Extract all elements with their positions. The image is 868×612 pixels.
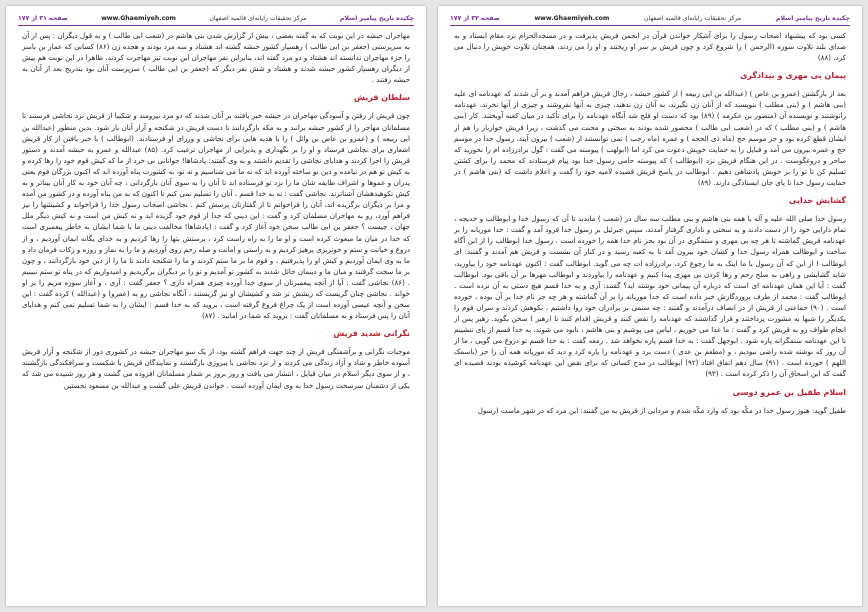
page-number: صفحه ۳۲ از ۱۷۷ <box>450 14 500 22</box>
paragraph: کسی بود که پیشنهاد اصحاب رسول را برای آشکار خواندن قرآن در انجمن قریش پذیرفت و در مسجدالحرام نزد مقام ایستاد و به صدای بلند تلاوت سوره (الرحمن ) را شروع کرد و چون قریش بر سر او ریختند و او را می زدند، همچنان تلاوت خویش را دنبال می کرد. (۸۸) <box>454 31 846 63</box>
paragraph: بعد از بازگشتن (عمرو بن عاص ) (عبدالله بن ابی ربیعه ) از کشور حبشه ، رجال قریش فراهم آمدند و بر آن شدند که عهدنامه ای علیه (بنی هاشم ) و (بنی مطلب ) بنویسند که از آنان زن نگیرند، به آنان زن ندهند، چیزی به آنها نفروشند و چیزی از آنها نخرند. عهدنامه رانوشتند و نویسنده آن (منصور بن عکرمه ) (۸۹) بود که دست او فلج شد آنگاه عهدنامه را برای تأکید در میان کعبه آویختند. کار (بنی هاشم ) و (بنی مطلب ) که در (شعب ابی طالب ) محصور شده بودند به سختی و محنت می گذشت ، زیرا قریش خواربار را هم از ایشان قطع کرده بود و جز موسم حج (ماه ذی الحجه ) و عمره (ماه رجب ) نمی توانستند از (شعب ) بیرون آیند. رسول خدا در موسم حج و عمره بیرون می آمد و قبایل را به حمایت خویش دعوت می کرد اما (ابولهب ) پیوسته می گفت : گول برادرزاده ام را نخورید که ساحر و دروغگوست . در این هنگام قریش نزد (ابوطالب ) که پیوسته حامی رسول خدا بود پیام فرستادند که محمد را برای کشتن تسلیم کن تا تو را بر خویش پادشاهی دهیم . ابوطالب در پاسخ قریش قصیده لامیه خود را گفت و اعلام داشت که (بنی هاشم ) در حمایت رسول خدا تا پای جان ایستادگی دارند. (۸۹) <box>454 89 846 188</box>
section-heading: سلطان قریش <box>353 93 410 103</box>
header-divider <box>18 25 414 26</box>
section-heading: اسلام طفیل بن عمرو دوسی <box>732 387 846 397</box>
publisher-name: مرکز تحقیقات رایانه‌ای قائمیه اصفهان <box>209 14 307 22</box>
paragraph: مهاجران حبشه در این نوبت که به گفته بعضی ، بیش از گزارش شدن بنی هاشم در (شعب ابی طالب ) و به قول دیگران : پس از آن به سرپرستی (جعفر بن ابی طالب ) رهسپار کشور حبشه گشته اند هشتاد و سه مرد بودند و هجده زن (۸۶) کسانی که عمار بن یاسر را جزء مهاجران ندانسته اند هشتاد و دو مرد گفته اند، بنابراین نفر مهاجران این نوبت تیز مهاجرت کردند، ظاهرا در این نوبت هم پیش از دیگران رهسپار کشور حبشه شدند و هشتاد و شش نفر دیگر که (جعفر بن ابی طالب ) سرپرست آنان بود بتدریج بعد از آنان به حبشه رفتند . <box>22 31 410 85</box>
publisher-name: مرکز تحقیقات رایانه‌ای قائمیه اصفهان <box>644 14 742 22</box>
section-heading: نگرانی شدید قریش <box>333 329 410 339</box>
site-url[interactable]: www.Ghaemiyeh.com <box>101 14 176 22</box>
section-heading: گشایش خدایی <box>788 196 846 206</box>
book-page-left <box>6 6 426 606</box>
page-body <box>22 30 410 600</box>
site-url[interactable]: www.Ghaemiyeh.com <box>534 14 610 22</box>
book-page-right <box>438 6 862 606</box>
book-title: چکیده تاریخ پیامبر اسلام <box>775 14 850 22</box>
paragraph: طفیل گوید: هنوز رسول خدا در مکّه بود که وارد مکّه شدم و مردانی از قریش به من گفتند: این مرد که در شهر ماست (رسول <box>477 405 846 415</box>
page-number: صفحه ۳۱ از ۱۷۷ <box>18 14 68 22</box>
page-body <box>454 30 846 600</box>
header-divider <box>450 25 850 26</box>
book-title: چکیده تاریخ پیامبر اسلام <box>339 14 414 22</box>
paragraph: موجبات نگرانی و برآشفتگی قریش از چند جهت فراهم گشته بود، از یک سو مهاجران حبشه در کشوری دور از شکنجه و آزار قریش آسوده خاطر و شاد و آزاد زندگی می کردند و از نزد نجاشی با پیروزی بازگشتند و نمایندگان قریش با شکست و سرافکندگی بازگشتند ، و از سوی دیگر اسلام در میان قبایل ، انتشار می یافت و روز بروز بر شمار مسلمانان افزوده می گشت و هر روز شنیده می شد که یکی از دشمنان سرسخت رسول خدا به وی ایمان آورده است . خواندن قریش علی گشت و عبدالله بن مسعود نخستین <box>22 347 410 390</box>
page-header <box>450 12 850 24</box>
page-header <box>18 12 414 24</box>
section-heading: پیمان بی مهری و بیدادگری <box>740 71 846 81</box>
paragraph: رسول خدا صلی الله علیه و آله با همه بنی هاشم و بنی مطلب سه سال در (شعب ) ماندند تا آن که رسول خدا و ابوطالب و خدیجه ، تمام دارایی خود را از دست دادند و به سختی و ناداری گرفتار آمدند، سپس جبرئیل بر رسول خدا فرود آمد و گفت : خدا موریانه را بر عهدنامه قریش گماشته تا هر چه بی مهری و ستمگری در آن بود بجز نام خدا همه را خورده است . رسول خدا ابوطالب را از این آگاه ساخت و ابوطالب همراه رسول خدا و کسان خود بیرون آمد تا به کعبه رسید و در کنار آن نشست و قریش هم آمدند و گفتند: ای ابوطالب ! از این که آن رسول با ما اینک به ما رجوع کرد، برادرزاده ات چه می گوید. ابوطالب گفت : اکنون عهدنامه خود را بیاورید، شاید گشایشی و راهی به صلح رحم و رها کردن بی مهری پیدا کنیم و عهدنامه را بیاوردند و ابوطالب مهرها بر آن باقی بود. ابوطالب گفت : آیا این همان عهدنامه ای است که درباره آن پیمانی خود نوشته اید؟ گفتند: آری و به خدا قسم هیچ دستی به آن نزده است . ابوطالب گفت : محمد از طرف پروردگارش خبر داده است که خدا موریانه را بر آن گماشته و هر چه جز نام خدا بر آن بوده ، خورده است . (۹۰) جماعتی از قریش از در انصاف درآمدند و گفتند : چه ستمی بر برادران خود روا داشتیم ، نکوهش کردند و سران قوم را یکدیگر را شبها به مشورت پرداختند و قرار گذاشتند که عهدنامه را نقض کنند و قریش اقدام کنند تا (زهیر ) سخن بگوید. زهیر پس از انجام طواف رو به قریش کرد و گفت : ما غذا می خوریم ، لباس می پوشیم و بنی هاشم ، نابود می شوند، به خدا قسم از پای ننشینم تا این عهدنامه ستمگرانه پاره شود . ابوجهل گفت : به خدا قسم پاره نخواهد شد . زمعه گفت : به خدا قسم تو دروغ می گویی ، ما از آن روز که نوشته شده راضی نبودیم ، و (مطعم بن عدی ) دست برد و عهدنامه را پاره کرد و دید که موریانه همه آن را جز (باسمک اللهم ) خورده است . (۹۱) سال دهم اتفاق افتاد (۹۲) ابوطالب در مدح کسانی که برای نقض این عهدنامه کوشیده بودند قصیده ای گفت که ابن اسحاق آن را ذکر کرده است . (۹۳) <box>454 214 846 379</box>
paragraph: چون قریش از رفتن و آسودگی مهاجران در حبشه خبر یافتند بر آنان شدند که دو مرد نیرومند و شکیبا از قریش نزد نجاشی فرستند تا مسلمانان مهاجر را از کشور حبشه برانند و به مکه بازگردانند تا دست قریش در شکنجه و آزار آنان باز شود. بدین منظور (عبدالله بن ابی ربیعه ) و (عمرو بن عاص بن وائل ) را با هدیه هایی برای نجاشی و وزرای او فرستادند. (ابوطالب ) با خبر یافتن از کار قریش اشعاری برای نجاشی فرستاد و او را بر نگهداری و پذیرایی از مهاجران ترغیب کرد. (۸۵) عبدالله و عمرو به حبشه آمدند و دستور قریش را اجرا کردند و هدایای نجاشی را تقدیم داشتند و به وی گفتند: پادشاها! جوانانی بی خرد از ما که کیش قوم خود را رها کرده و به کیش تو هم در نیامده و دین نو ساخته آورده اند که نه ما می شناسیم و نه تو، به کشورت پناه آورده اند که اکنون بزرگان قوم یعنی پدران و عموها و اشراف طایفه شان ما را نزد تو فرستاده اند تا آنان را به سوی آنان بازگردانی ، چه آنان خود به کار آنان بیناتر و به کیش نکوهیدهشان آشناترند. نجاشی گفت : نه به خدا قسم ، آنان را تسلیم نمی کنم تا اکنون که به من پناه آورده و در کشور من آمده و مرا بر دیگران برگزیده اند، آنان را فراخوانم تا از گفتارتان پرسش کنم . نجاشی اصحاب رسول خدا را فراخواند و کشیشها را نیز فراهم آورد، رو به مهاجران مسلمان کرد و گفت : این دینی که جدا از قوم خود گزیده اید و نه کیش من است و نه کیش دیگر ملل جهان ، چیست ؟ جعفر بن ابی طالب سخن خود آغاز کرد و گفت : (پادشاها! مخالفت دینی ما با شما ایشان به خاطر پیغمبری است که خدا در میان ما مبعوث کرده است و او ما را به راه راست کرد ، پرستش بتها را رها کردیم و به خدای یگانه ایمان آوردیم ، و از دروغ و خیانت و ستم و خونریزی پرهیز کردیم و به راستی و امانت و صله رحم روی آوردیم و ما را به نماز و روزه و زکات فرمان داد و ما به وی ایمان آوردیم و کیش او را پذیرفتیم ، و قوم ما بر ما ستم کردند و ما را شکنجه دادند تا ما را از دین خود بازگردانند ، و چون بر ما سخت گرفتند و میان ما و دینمان حائل شدند به کشور تو آمدیم و تو را بر دیگران برگزیدیم و امیدواریم که در پناه تو ستم نبینیم . (۸۶) نجاشی گفت : آیا از آنچه پیغمبرتان از سوی خدا آورده چیزی همراه داری ؟ جعفر گفت : آری ، و آغاز سوره مریم را بر او خواند . نجاشی چنان گریست که ریشش تر شد و کشیشان او نیز گریستند ، آنگاه نجاشی رو به (عمرو) و (عبدالله ) کرده گفت : این سخن و آنچه عیسی آورده است از یک چراغ فروغ گرفته است ، بروید که به خدا قسم : ایشان را به شما تسلیم نمی کنم و هدایای آنان را پس فرستاد و به مسلمانان گفت : بروید که شما در امانید . (۸۷) <box>22 111 410 321</box>
